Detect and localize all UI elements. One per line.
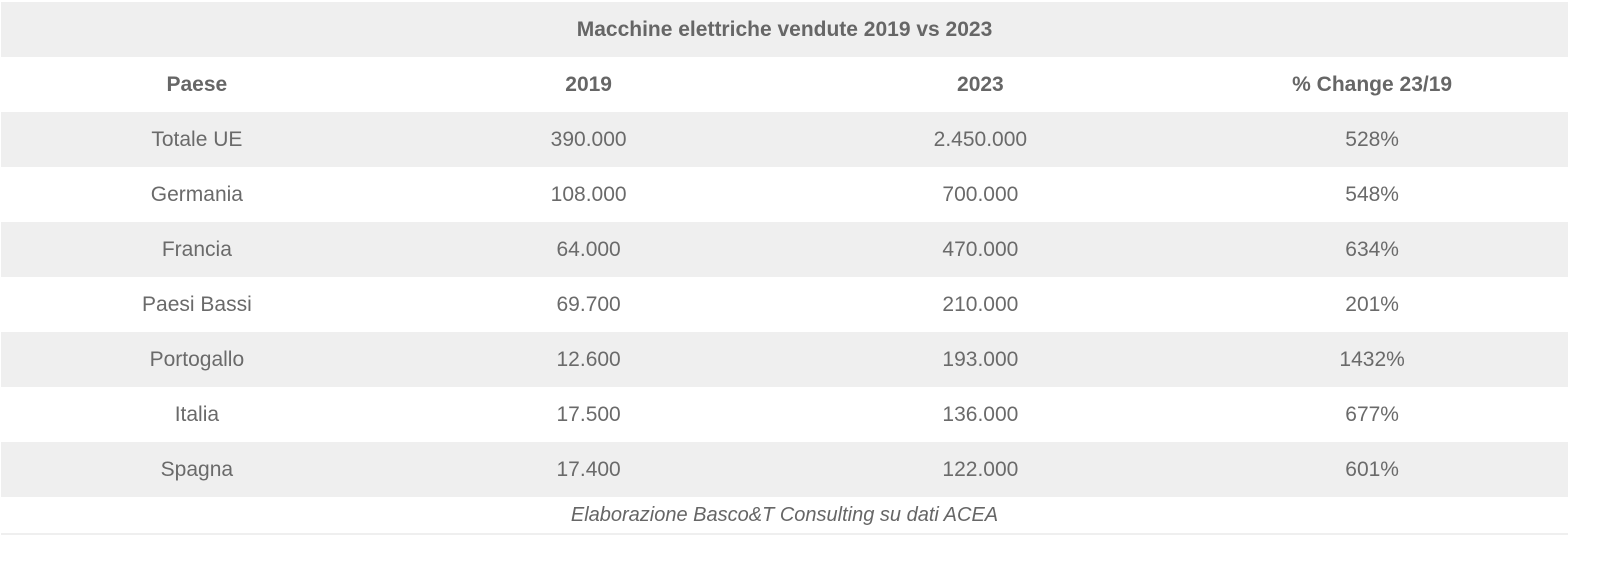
table-row bbox=[1, 167, 1568, 222]
cell-change: 677% bbox=[1345, 402, 1399, 426]
cell-country: Germania bbox=[150, 182, 243, 206]
cell-2019: 64.000 bbox=[556, 237, 621, 261]
cell-2023: 122.000 bbox=[942, 457, 1019, 481]
table-row bbox=[1, 387, 1568, 442]
cell-2023: 700.000 bbox=[942, 182, 1019, 206]
cell-2019: 12.600 bbox=[556, 347, 621, 371]
cell-country: Spagna bbox=[160, 457, 234, 481]
table-header-row bbox=[1, 57, 1568, 112]
cell-change: 528% bbox=[1345, 127, 1399, 151]
cell-country: Italia bbox=[174, 402, 220, 426]
cell-2023: 136.000 bbox=[942, 402, 1019, 426]
cell-change: 601% bbox=[1345, 457, 1399, 481]
cell-2019: 17.400 bbox=[556, 457, 621, 481]
cell-country: Portogallo bbox=[149, 347, 245, 371]
data-table bbox=[1, 2, 1568, 535]
source-note: Elaborazione Basco&T Consulting su dati ACEA bbox=[1, 497, 1568, 535]
cell-change: 634% bbox=[1345, 237, 1399, 261]
header-paese: Paese bbox=[166, 72, 228, 96]
header-change: % Change 23/19 bbox=[1292, 72, 1453, 96]
cell-2023: 2.450.000 bbox=[933, 127, 1028, 151]
cell-change: 1432% bbox=[1339, 347, 1405, 371]
cell-2019: 390.000 bbox=[550, 127, 627, 151]
cell-change: 548% bbox=[1345, 182, 1399, 206]
header-2023: 2023 bbox=[957, 72, 1004, 96]
table-row bbox=[1, 332, 1568, 387]
table-caption: Macchine elettriche vendute 2019 vs 2023 bbox=[1, 2, 1568, 57]
cell-2019: 69.700 bbox=[556, 292, 621, 316]
cell-2023: 193.000 bbox=[942, 347, 1019, 371]
table-row bbox=[1, 277, 1568, 332]
header-2019: 2019 bbox=[565, 72, 612, 96]
cell-2019: 108.000 bbox=[550, 182, 627, 206]
cell-2019: 17.500 bbox=[556, 402, 621, 426]
table-row bbox=[1, 442, 1568, 497]
cell-2023: 210.000 bbox=[942, 292, 1019, 316]
cell-country: Totale UE bbox=[151, 127, 243, 151]
cell-change: 201% bbox=[1345, 292, 1399, 316]
cell-country: Francia bbox=[161, 237, 232, 261]
table-row bbox=[1, 222, 1568, 277]
cell-2023: 470.000 bbox=[942, 237, 1019, 261]
table-row bbox=[1, 112, 1568, 167]
cell-country: Paesi Bassi bbox=[142, 292, 252, 316]
